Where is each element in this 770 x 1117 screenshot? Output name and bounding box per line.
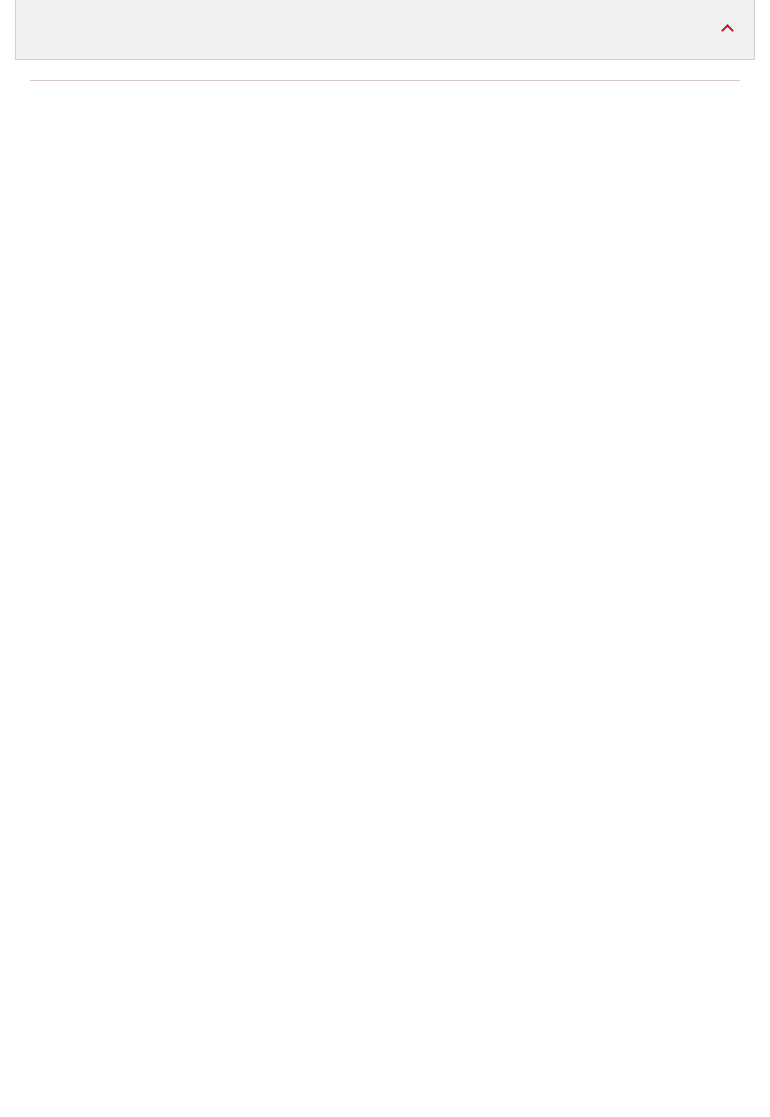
fiesta-favorites-list <box>30 80 740 81</box>
menu-page <box>0 0 770 81</box>
chevron-up-icon[interactable] <box>721 24 734 37</box>
section-header-fiesta-favorites[interactable] <box>15 0 755 60</box>
